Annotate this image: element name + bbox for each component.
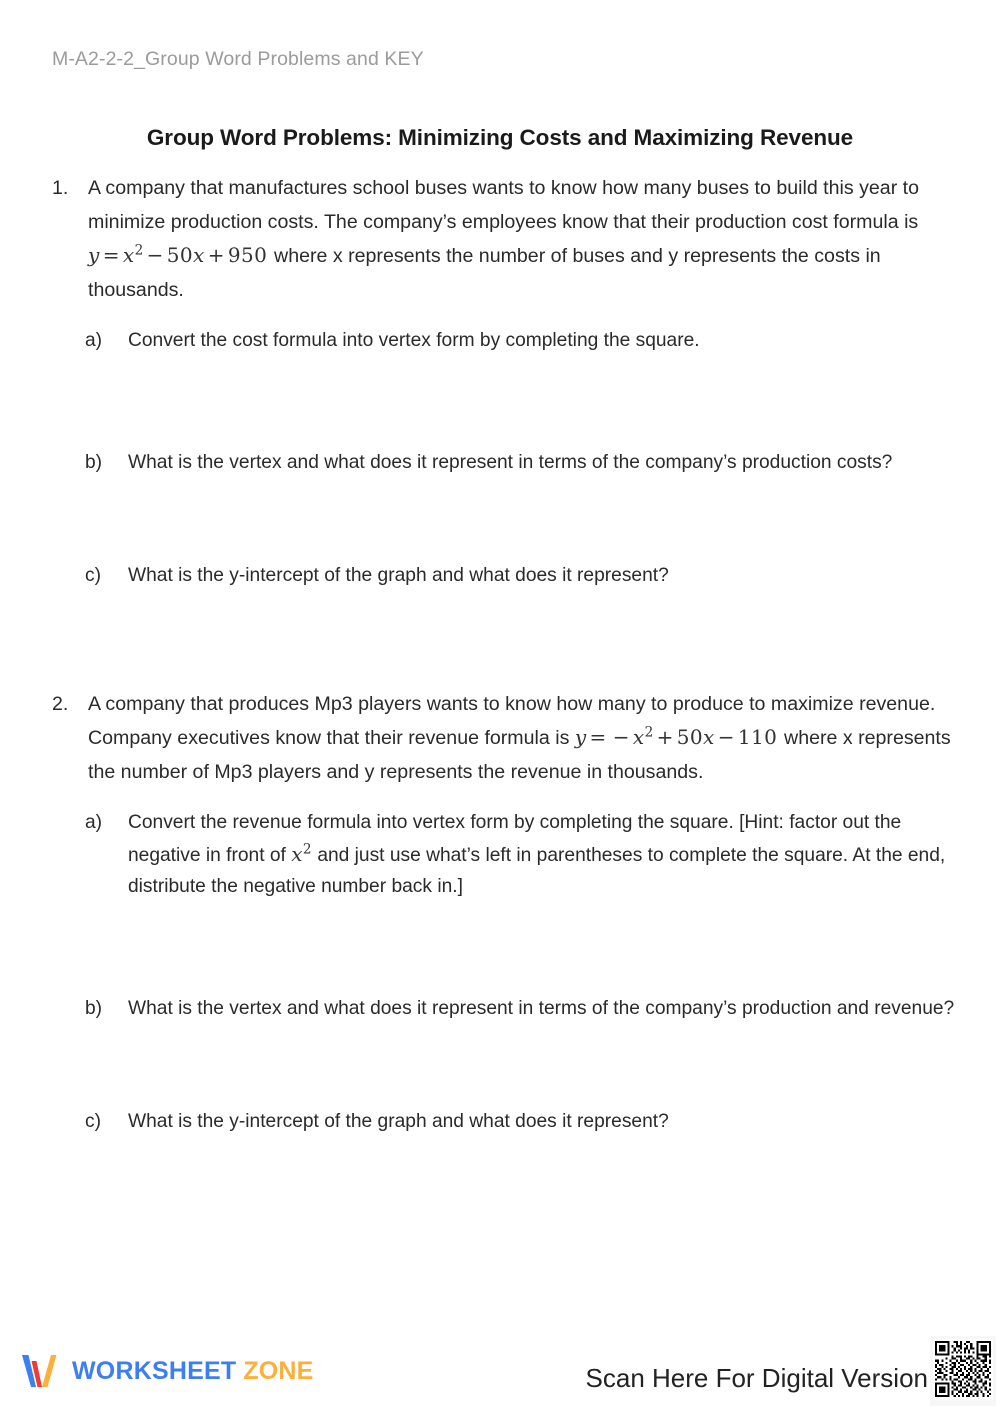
formula-negative-sign: − (612, 725, 630, 749)
subpart-a-text-part2: and just use what’s left in parentheses to complete the square. At the end, distribute the negative number back in.] (128, 844, 946, 897)
answer-space-1c (0, 592, 1000, 688)
problem-2-text-before-formula: A company that produces Mp3 players wants to know how many to produce to maximize revenue. Company executives know that their revenue formula is (88, 692, 936, 749)
brand-worksheet-text: WORKSHEET (72, 1356, 237, 1385)
problem-1-formula (88, 243, 274, 267)
problem-list (0, 172, 1000, 1138)
page-footer (0, 1318, 1000, 1414)
brand-zone-text: ZONE (243, 1356, 314, 1385)
problem-2-subparts (52, 807, 970, 1138)
subpart-b-letter: b) (85, 997, 103, 1019)
formula-term2-coefficient: 50 (676, 725, 704, 749)
subpart-a-text: Convert the cost formula into vertex form by completing the square. (128, 330, 700, 351)
page-title: Group Word Problems: Minimizing Costs and Maximizing Revenue (146, 125, 854, 151)
w-logo-icon (18, 1351, 62, 1391)
formula-term2-coefficient: 50 (166, 243, 194, 267)
formula-equals: = (589, 725, 607, 749)
subpart-a-letter: a) (85, 330, 103, 351)
subpart-b-letter: b) (85, 451, 103, 473)
qr-code-image (933, 1339, 993, 1399)
answer-space-1a (52, 357, 970, 447)
problem-1-text-before-formula: A company that manufactures school buses wants to know how many buses to build this year to minimize production costs. The company’s employees know that their production cost formula is (88, 177, 920, 233)
formula-term1-exponent: 2 (644, 724, 654, 741)
inline-math-exponent: 2 (302, 840, 312, 857)
subpart-a-text-part1: Convert the revenue formula into vertex form by completing the square. [Hint: factor out the negative in front of (128, 812, 902, 866)
problem-2-subpart-c (52, 1106, 970, 1138)
formula-term2-var: x (193, 243, 205, 267)
problem-2-statement (52, 688, 970, 790)
problem-2 (0, 688, 1000, 1138)
subpart-a-letter: a) (85, 812, 103, 833)
answer-space-1b (52, 478, 970, 560)
problem-2-text-after-formula: where x represents the number of Mp3 players and y represents the revenue in thousands. (88, 727, 951, 783)
subpart-a-inline-math (291, 842, 312, 866)
subpart-c-letter: c) (85, 565, 101, 586)
formula-term3: 110 (737, 725, 778, 749)
formula-term3: 950 (227, 243, 268, 267)
problem-2-number: 2. (52, 692, 69, 715)
problem-1 (0, 172, 1000, 592)
subpart-b-text: What is the vertex and what does it represent in terms of the company’s production and revenue? (128, 997, 955, 1019)
answer-space-2a (52, 903, 970, 993)
inline-math-var: x (291, 841, 303, 866)
problem-1-text-after-formula: where x represents the number of buses and y represents the costs in thousands. (88, 245, 881, 301)
subpart-b-text: What is the vertex and what does it represent in terms of the company’s production costs? (128, 451, 893, 473)
qr-code[interactable] (930, 1336, 996, 1406)
problem-1-statement (52, 172, 970, 307)
brand-wordmark (72, 1357, 314, 1386)
formula-op1: − (146, 243, 164, 267)
problem-1-number: 1. (52, 177, 69, 199)
worksheet-zone-logo[interactable] (18, 1350, 314, 1392)
formula-op2: − (717, 725, 735, 749)
document-header-label: M-A2-2-2_Group Word Problems and KEY (52, 48, 424, 70)
formula-equals: = (102, 243, 120, 267)
problem-2-subpart-b (52, 993, 970, 1025)
problem-1-subpart-a (52, 325, 970, 357)
formula-lhs: y (574, 725, 587, 749)
formula-lhs: y (88, 243, 100, 267)
subpart-c-letter: c) (85, 1111, 101, 1132)
formula-op2: + (207, 243, 225, 267)
subpart-c-text: What is the y-intercept of the graph and what does it represent? (128, 1111, 669, 1132)
formula-term1-exponent: 2 (134, 242, 144, 259)
problem-2-formula (575, 725, 784, 749)
problem-1-subpart-b (52, 447, 970, 479)
problem-1-subparts (52, 325, 970, 592)
formula-op1: + (656, 725, 674, 749)
subpart-c-text: What is the y-intercept of the graph and what does it represent? (128, 565, 669, 586)
answer-space-2b (52, 1024, 970, 1106)
problem-1-subpart-c (52, 560, 970, 592)
formula-term1-var: x (632, 725, 645, 749)
problem-2-subpart-a (52, 807, 970, 903)
formula-term2-var: x (703, 725, 715, 749)
scan-instruction-text: Scan Here For Digital Version (585, 1363, 928, 1393)
formula-term1-var: x (122, 243, 135, 267)
